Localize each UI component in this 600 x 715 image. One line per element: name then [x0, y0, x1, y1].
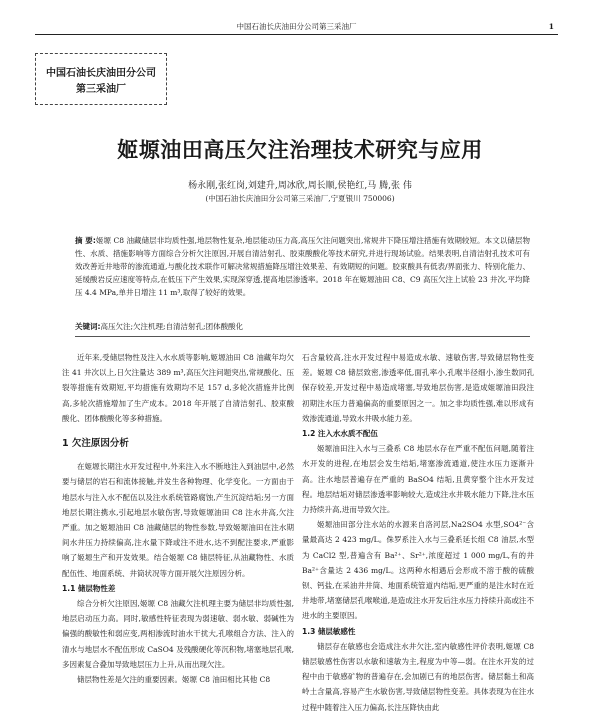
running-header	[35, 20, 558, 35]
section-1-heading: 1 欠注原因分析	[62, 438, 129, 450]
subsection-1-2-paragraph-2: 姬塬油田部分注水站的水源来自洛河层,Na2SO4 水型,SO4²⁻含量最高达 2 423 mg/L。侏罗系注入水与三叠系延长组 C8 油层,水型为 CaCl2 型,普遍含有 Ba²⁺、Sr²⁺,浓度超过 1 000 mg/L,有的井 Ba²⁺含量达 2 436 mg/L。这两种水相遇后会形成不溶于酸的硫酸钡、钙盐,在采油井井筒、地面系统管道内结垢,更严重的是注水时在近井地带,堵塞储层孔喉喉道,是造成注水开发后注水压力持续升高或注不进水的主要原因。	[302, 520, 534, 621]
keywords	[75, 321, 530, 332]
company-stamp	[35, 53, 167, 105]
subsection-1-1-heading: 1.1 储层物性差	[62, 583, 116, 593]
stamp-line-1: 中国石油长庆油田分公司	[46, 68, 156, 79]
subsection-1-2-heading: 1.2 注入水水质不配伍	[302, 429, 378, 439]
intro-paragraph: 近年来,受储层物性及注入水水质等影响,姬塬油田 C8 油藏年均欠注 41 井次以上,日欠注量达 389 m³,高压欠注问题突出,常规酸化、压裂等措施有效期短,平均措施有效期均不足 157 d,多轮次措施井比例高,多轮次措施增加了生产成本。2018 年开展了自清洁射孔、胶束酸酸化、团体酸酸化等多种措施。	[62, 353, 294, 423]
subsection-1-2-paragraph: 姬塬油田注入水与三叠系 C8 地层水存在严重不配伍问题,随着注水开发的进程,在地层会发生结垢,堵塞渗流通道,使注水压力逐渐升高。注水地层普遍存在严重的 BaSO4 结垢,且黄穿整个注水开发过程。地层结垢对储层渗透率影响较大,造成注水井吸水能力下降,注水压力持续升高,进而导致欠注。	[302, 444, 534, 515]
right-column	[302, 350, 534, 715]
subsection-1-3-heading: 1.3 储层敏感性	[302, 626, 356, 636]
affiliation: (中国石油长庆油田分公司第三采油厂,宁夏银川 750006)	[205, 194, 395, 203]
authors: 杨永刚,张红岗,刘建升,周冰欣,周长顺,侯艳红,马 腾,张 伟	[188, 181, 412, 191]
paper-title: 姬塬油田高压欠注治理技术研究与应用	[117, 138, 483, 162]
abstract-divider	[75, 336, 530, 337]
page-number: 1	[548, 22, 554, 31]
subsection-1-3-paragraph: 储层存在敏感也会造成注水井欠注,室内敏感性评价表明,姬塬 C8 储层敏感性伤害以水敏和速敏为主,程度为中等—弱。在注水开发的过程中由于敏感矿物的普遍存在,会加剧已有的地层伤害。储层黏土和高岭土含量高,容易产生水敏伤害,导致储层物性变差。具体表现为在注水过程中随着注入压力偏高,长注压降快由此	[302, 641, 534, 712]
keywords-text: 高压欠注;欠注机理;自清洁射孔;团体酸酸化	[100, 322, 244, 331]
continued-paragraph: 石含量较高,注水开发过程中易造成水敏、速敏伤害,导致储层物性变差。姬塬 C8 储层致密,渗透率低,面孔率小,孔喉半径细小,渗生数同孔保存较差,开发过程中易造成堵塞,导致地层伤害,是造成姬塬油田段注初期注水压力普遍偏高的重要原因之一。加之非均质性强,难以形成有效渗流通道,导致水井吸水能力差。	[302, 353, 534, 423]
keywords-label: 关键词:	[75, 322, 101, 331]
abstract-label: 摘 要:	[75, 236, 96, 245]
subsection-1-1-paragraph-2: 储层物性差是欠注的重要因素。姬塬 C8 油田相比其他 C8	[77, 675, 271, 685]
abstract-text: 姬塬 C8 油藏储层非均质性强,地层物性复杂,地层能动压力高,高压欠注问题突出,常规井下降压增注措施有效期较短。本文以储层物性、水质、措施影响等方面综合分析欠注原因,开展自清洁射孔、胶束酸酸化等技术研究,并进行现场试验。结果表明,自清洁射孔技术可有效改善近井地带的渗流通道,与酸化技术联作可解决常规措施降压增注效果差、有效期短的问题。胶束酸具有低表/界面张力、特别化能力、延缓酸岩反应速度等特点,在低压下产生效果,实现深穿透,提高地层渗透率。2018 年在姬塬油田 C8、C9 高压欠注上试验 23 井次,平均降压 4.4 MPa,单井日增注 11 m³,取得了较好的效果。	[75, 236, 530, 297]
left-column	[62, 350, 294, 687]
subsection-1-1-paragraph: 综合分析欠注原因,姬塬 C8 油藏欠注机理主要为储层非均质性强,地层启动压力高。同时,敏感性特征表现为弱速敏、弱水敏、弱碱性为偏强的酸敏性和弱应变,两相渗流时油水干扰大,孔喉组合方法、注入的清水与地层水不配伍形成 CaSO4 及残酸硬化等沉积物,堵塞地层孔喉,多因素复合叠加导致地层压力上升,从而出现欠注。	[62, 599, 294, 669]
running-header-text: 中国石油长庆油田分公司第三采油厂	[236, 22, 357, 31]
stamp-line-2: 第三采油厂	[76, 84, 126, 95]
abstract	[75, 234, 530, 299]
section-1-paragraph: 在姬塬长期注水开发过程中,外来注入水不断地注入到油层中,必然要与储层的岩石和流体接触,并发生各种物理、化学变化。一方面由于地层水与注入水不配伍以及注水系统管路腐蚀,产生沉淀结垢;另一方面地层长期注携水,引起地层水敏伤害,导致姬塬油田 C8 注水井高,欠注严重。加之姬塬油田 C8 油藏储层的物性参数,导致姬塬油田在注水期间水井压力持续偏高,注水量下降或注不进水,达不到配注要求,严重影响了姬塬生产和开发效果。结合姬塬 C8 储层特征,从油藏物性、水质配伍性、地面系统、井筒状况等方面开展欠注原因分析。	[62, 462, 294, 578]
